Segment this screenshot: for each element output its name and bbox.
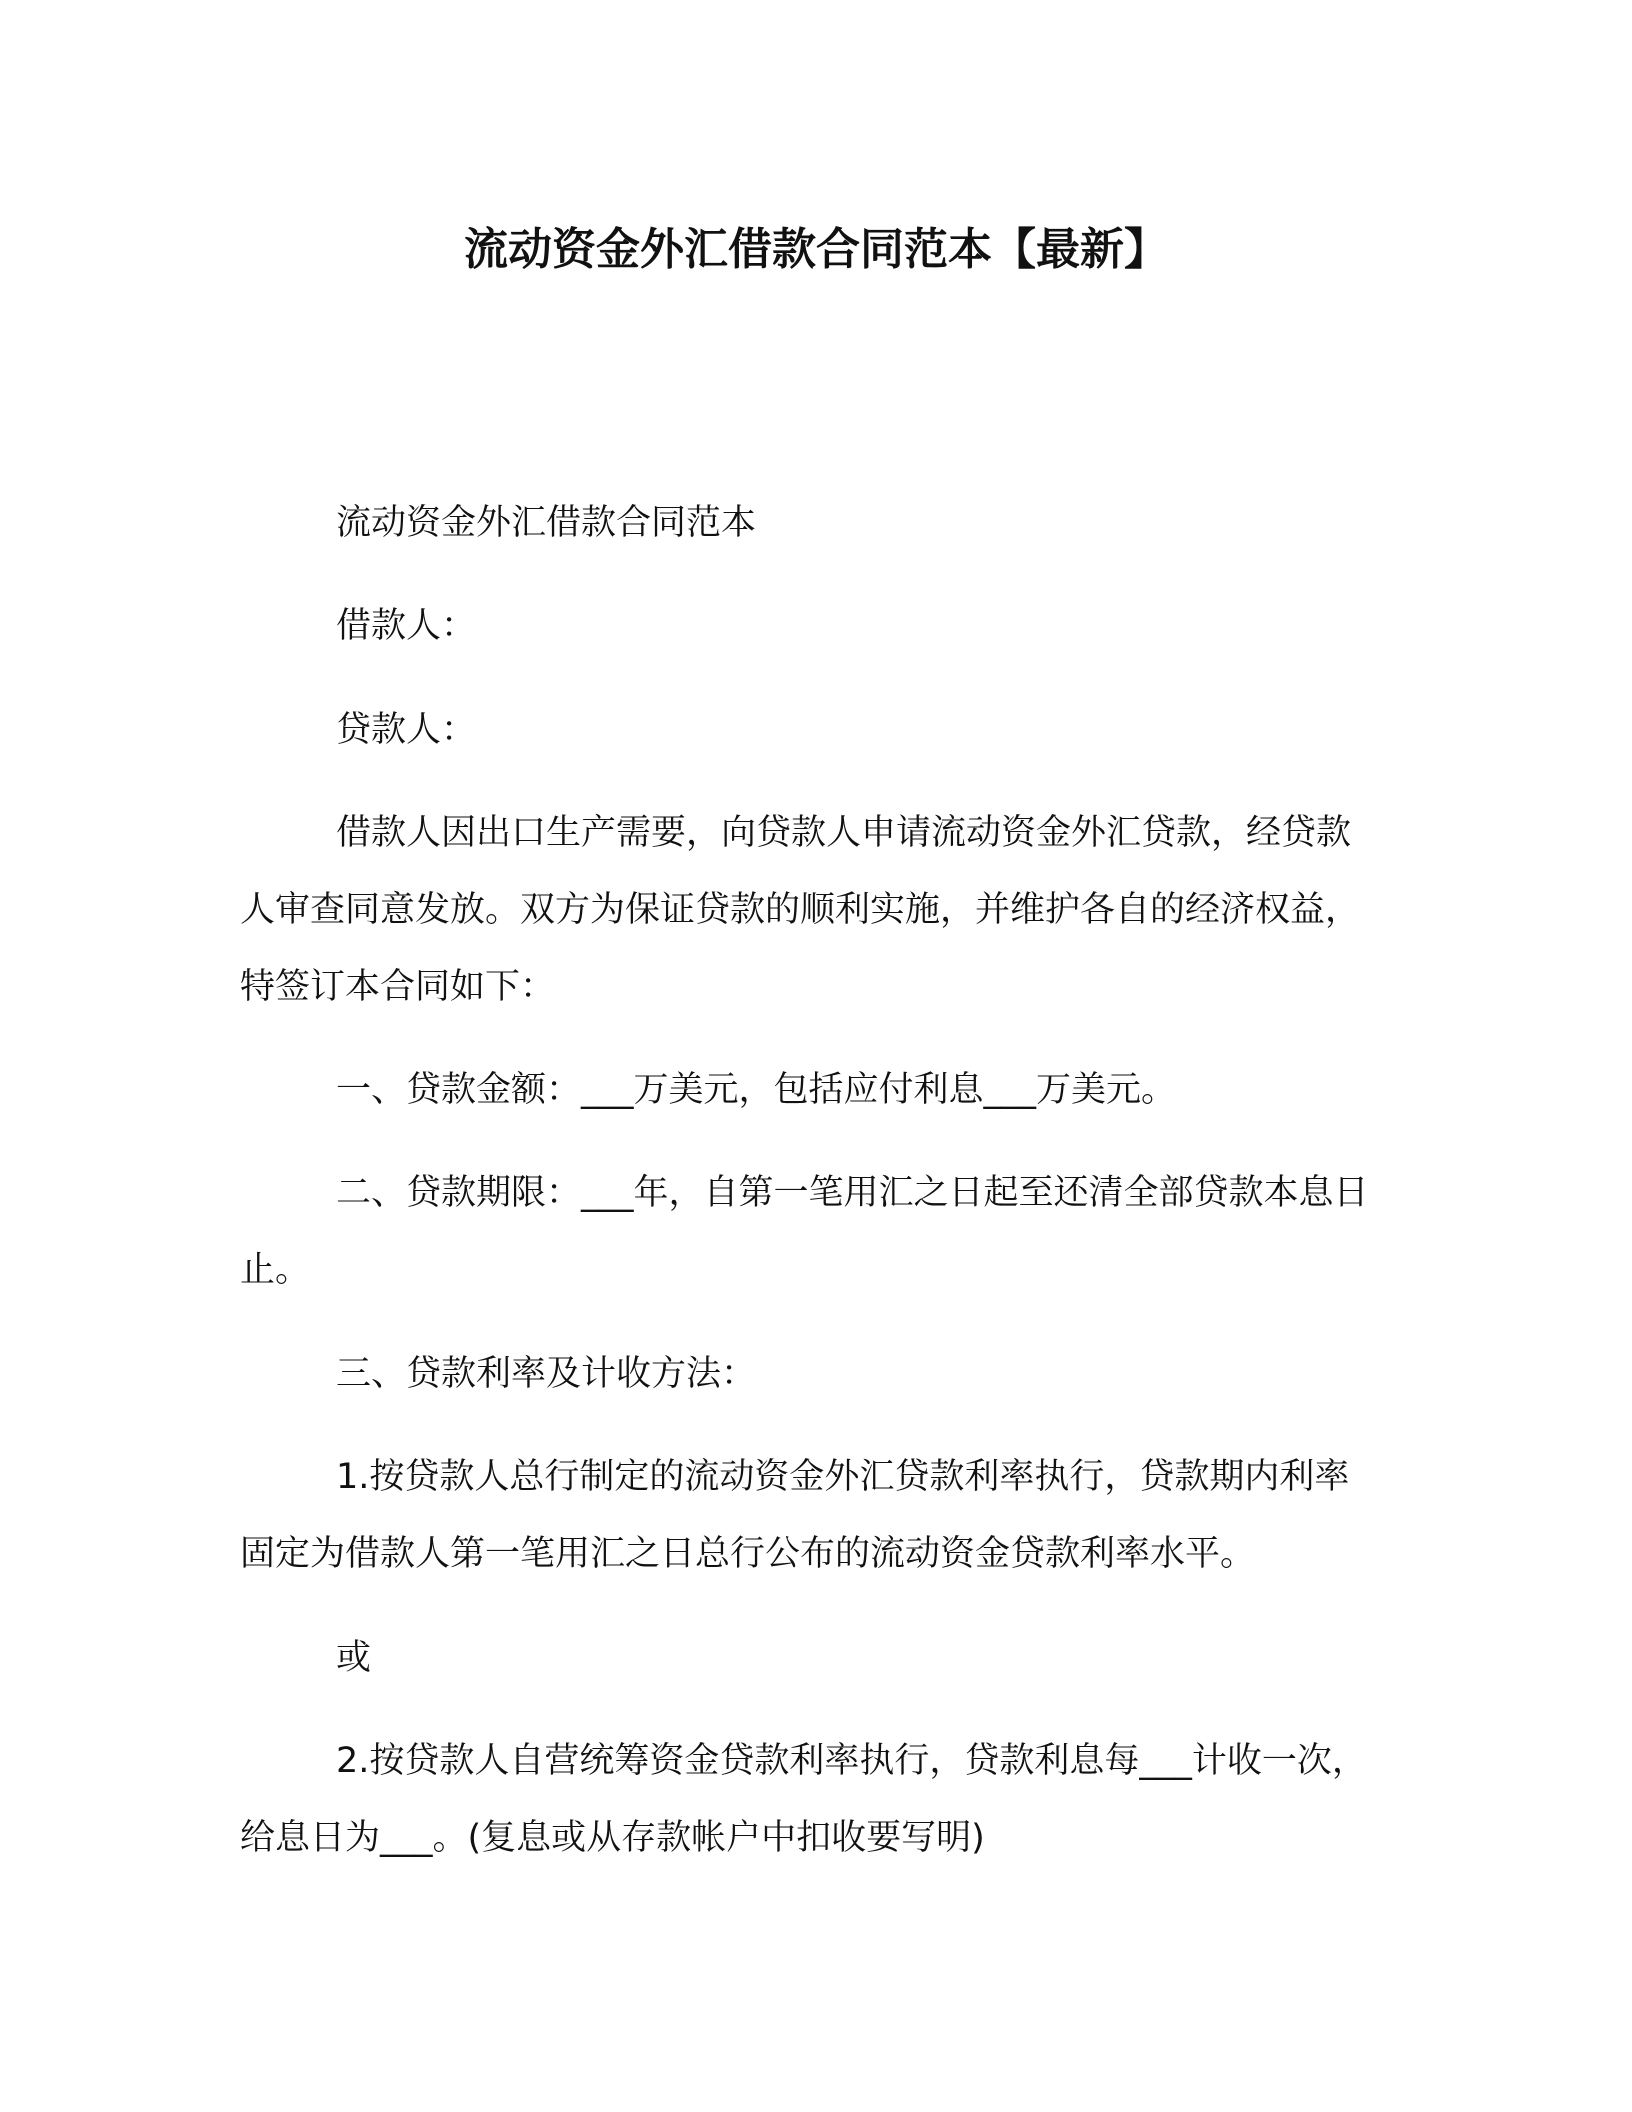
paragraph-lender: 贷款人： bbox=[336, 710, 477, 750]
paragraph-loan-term: 二、贷款期限：___年，自第一笔用汇之日起至还清全部贷款本息日止。 bbox=[240, 1173, 1369, 1290]
paragraph-interest-option-2: 2.按贷款人自营统筹资金贷款利率执行，贷款利息每___计收一次，给息日为___。(复息或从存款帐户中扣收要写明) bbox=[240, 1741, 1367, 1858]
paragraph-interest-option-1: 1.按贷款人总行制定的流动资金外汇贷款利率执行，贷款期内利率固定为借款人第一笔用汇之日总行公布的流动资金贷款利率水平。 bbox=[240, 1457, 1350, 1574]
paragraph-interest-heading: 三、贷款利率及计收方法： bbox=[336, 1354, 757, 1394]
paragraph-borrower: 借款人： bbox=[336, 606, 477, 646]
document-title: 流动资金外汇借款合同范本【最新】 bbox=[464, 224, 1168, 275]
paragraph-or: 或 bbox=[336, 1638, 372, 1678]
paragraph-preamble: 借款人因出口生产需要，向贷款人申请流动资金外汇贷款，经贷款人审查同意发放。双方为保证贷款的顺利实施，并维护各自的经济权益，特签订本合同如下： bbox=[240, 813, 1361, 1007]
paragraph-contract-name: 流动资金外汇借款合同范本 bbox=[336, 503, 757, 543]
paragraph-loan-amount: 一、贷款金额：___万美元，包括应付利息___万美元。 bbox=[336, 1070, 1177, 1110]
